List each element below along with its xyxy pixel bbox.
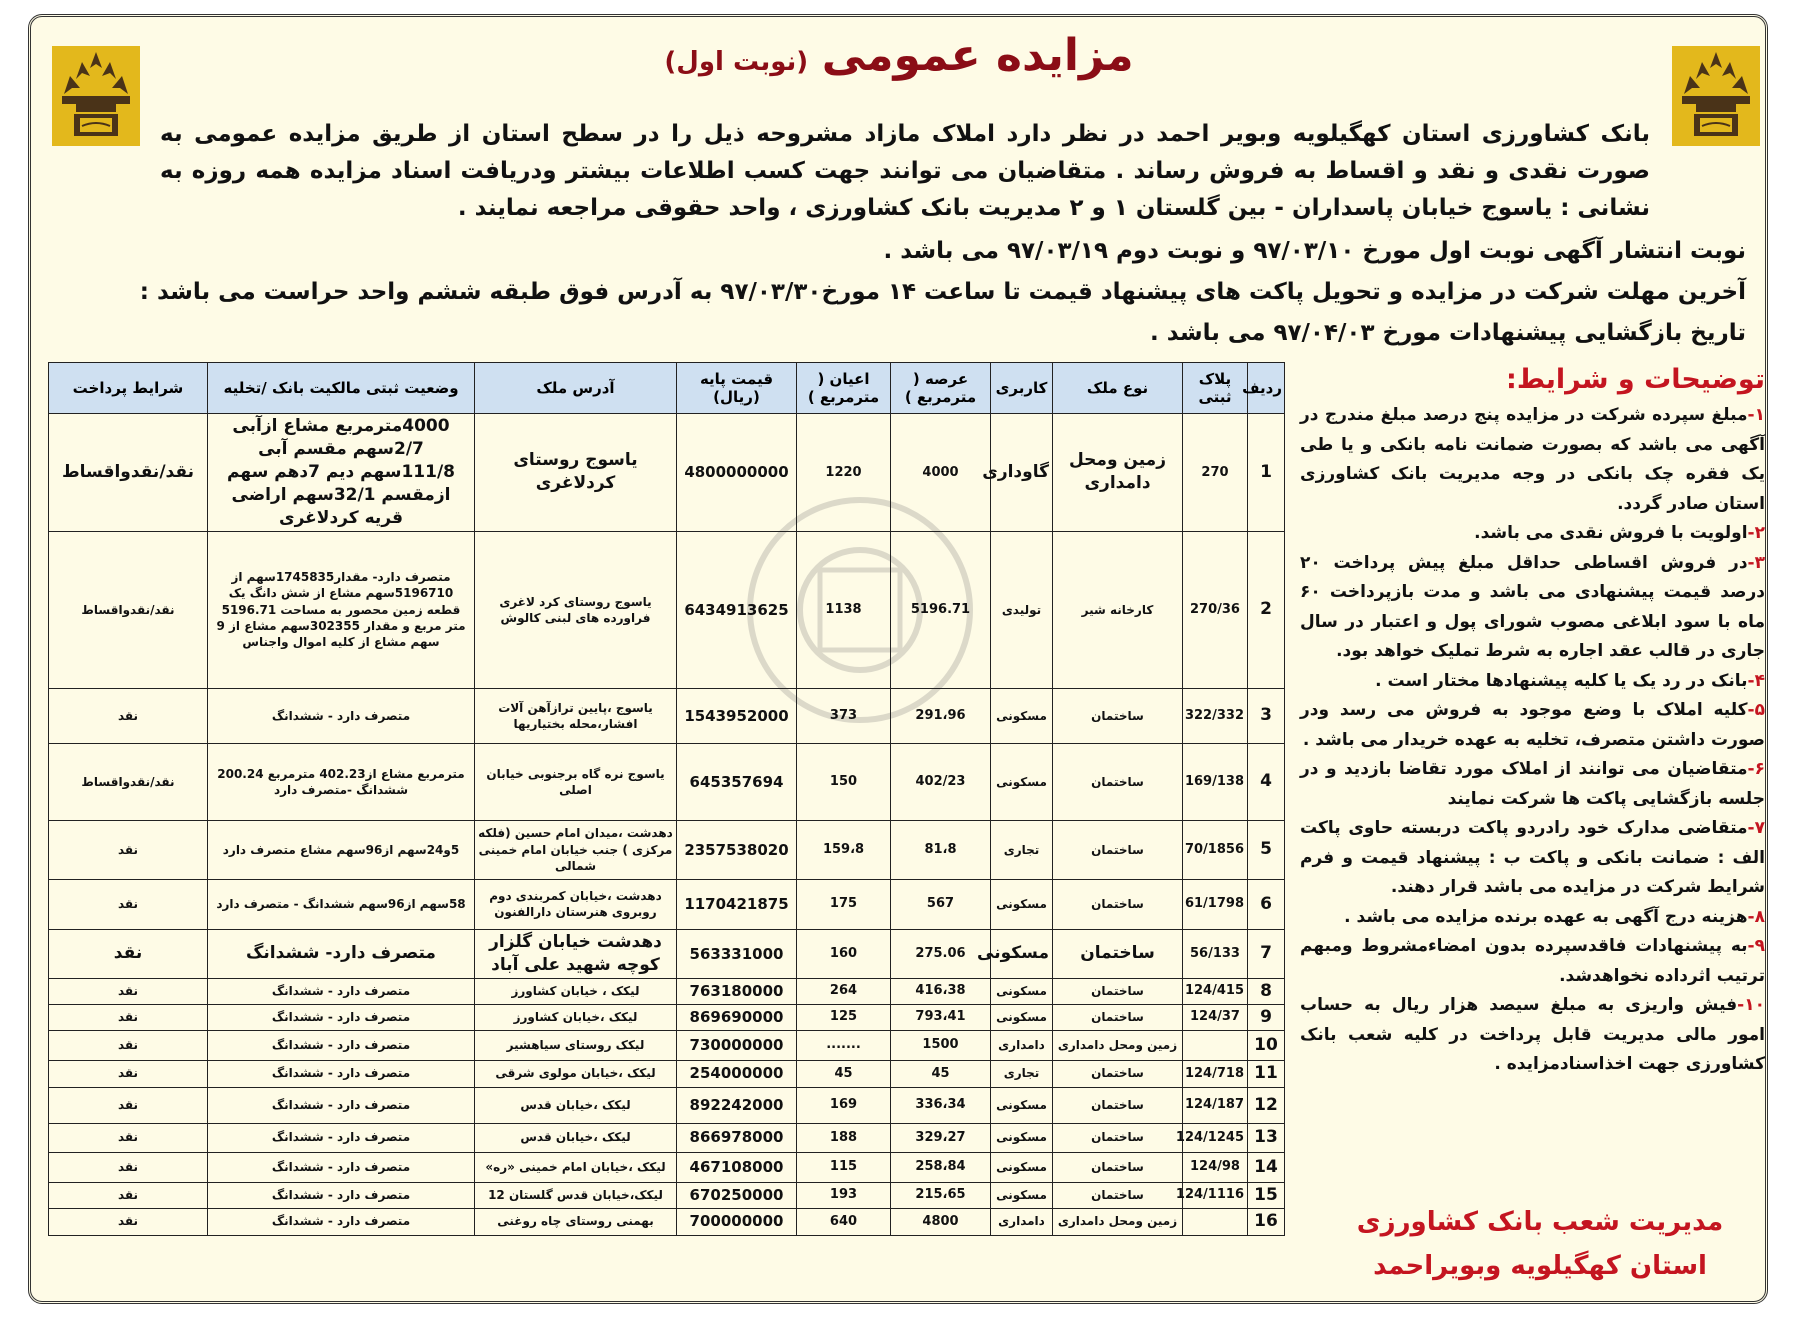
table-row — [49, 879, 1285, 929]
cell-status: 4000مترمربع مشاع ازآبی 2/7سهم مقسم آبی 111/8سهم دیم 7دهم سهم ازمقسم 32/1سهم اراضی قریه کردلاغری — [208, 414, 475, 532]
cell-price: 670250000 — [677, 1182, 797, 1208]
cell-row-no: 12 — [1248, 1087, 1285, 1123]
cell-plate — [1183, 1030, 1248, 1060]
footer-line-1: مدیریت شعب بانک کشاورزی — [1356, 1207, 1724, 1237]
cell-type: ساختمان — [1053, 1152, 1183, 1182]
cell-area: 81،8 — [891, 820, 991, 879]
cell-building: 115 — [797, 1152, 891, 1182]
cell-type: ساختمان — [1053, 820, 1183, 879]
col-header-payment: شرایط پرداخت — [49, 363, 208, 414]
cell-address: لیکک ، خیابان کشاورز — [475, 978, 677, 1004]
cell-area: 291،96 — [891, 688, 991, 743]
cell-building: 169 — [797, 1087, 891, 1123]
properties-table — [48, 362, 1285, 1236]
term-text: در فروش اقساطی حداقل مبلغ پیش پرداخت ۲۰ درصد قیمت پیشنهادی می باشد و مدت بازپرداخت ۶۰ ماه با سود ابلاغی مصوب شورای پول و اعتبار در سال جاری در قالب عقد اجاره به شرط تملیک خواهد بود. — [1300, 552, 1765, 661]
cell-address: یاسوج نره گاه برجنوبی خیابان اصلی — [475, 743, 677, 820]
cell-use: تولیدی — [991, 531, 1053, 688]
cell-payment: نقد — [49, 1030, 208, 1060]
cell-status: 5و24سهم از96سهم مشاع متصرف دارد — [208, 820, 475, 879]
term-number: ۱۰- — [1737, 995, 1765, 1015]
cell-address: یاسوج روستای کردلاغری — [475, 414, 677, 532]
cell-row-no: 14 — [1248, 1152, 1285, 1182]
col-header-type: نوع ملک — [1053, 363, 1183, 414]
term-item — [1300, 667, 1765, 697]
cell-plate: 56/133 — [1183, 929, 1248, 978]
cell-payment: نقد — [49, 1060, 208, 1087]
cell-use: تجاری — [991, 1060, 1053, 1087]
table-header-row — [49, 363, 1285, 414]
cell-type: زمین ومحل دامداری — [1053, 1030, 1183, 1060]
cell-area: 402/23 — [891, 743, 991, 820]
cell-type: ساختمان — [1053, 929, 1183, 978]
table-row — [49, 1030, 1285, 1060]
cell-use: مسکونی — [991, 978, 1053, 1004]
cell-type: کارخانه شیر — [1053, 531, 1183, 688]
col-header-status: وضعیت ثبتی مالکیت بانک /تخلیه — [208, 363, 475, 414]
cell-use: مسکونی — [991, 1182, 1053, 1208]
cell-building: ....... — [797, 1030, 891, 1060]
cell-use: تجاری — [991, 820, 1053, 879]
cell-plate: 124/415 — [1183, 978, 1248, 1004]
cell-area: 258،84 — [891, 1152, 991, 1182]
table-row — [49, 414, 1285, 532]
cell-use: مسکونی — [991, 1087, 1053, 1123]
col-header-address: آدرس ملک — [475, 363, 677, 414]
cell-plate: 169/138 — [1183, 743, 1248, 820]
term-number: ۲- — [1747, 523, 1765, 543]
cell-row-no: 7 — [1248, 929, 1285, 978]
cell-area: 416،38 — [891, 978, 991, 1004]
term-number: ۹- — [1747, 936, 1765, 956]
cell-status: مترمربع مشاع از402.23 مترمربع 200.24 ششدانگ -متصرف دارد — [208, 743, 475, 820]
term-number: ۱- — [1747, 405, 1765, 425]
cell-area: 1500 — [891, 1030, 991, 1060]
cell-plate: 124/98 — [1183, 1152, 1248, 1182]
cell-plate — [1183, 1208, 1248, 1235]
cell-status: متصرف دارد - ششدانگ — [208, 1123, 475, 1152]
cell-status: متصرف دارد - ششدانگ — [208, 1060, 475, 1087]
cell-building: 188 — [797, 1123, 891, 1152]
cell-payment: نقد — [49, 1123, 208, 1152]
cell-type: زمین ومحل دامداری — [1053, 414, 1183, 532]
cell-plate: 70/1856 — [1183, 820, 1248, 879]
term-text: بانک در رد یک یا کلیه پیشنهادها مختار است . — [1375, 670, 1748, 691]
cell-area: 275.06 — [891, 929, 991, 978]
cell-type: ساختمان — [1053, 1004, 1183, 1030]
term-item — [1300, 519, 1765, 549]
cell-plate: 124/1116 — [1183, 1182, 1248, 1208]
term-number: ۸- — [1747, 906, 1765, 927]
cell-price: 4800000000 — [677, 414, 797, 532]
cell-price: 700000000 — [677, 1208, 797, 1235]
cell-use: مسکونی — [991, 879, 1053, 929]
table-row — [49, 978, 1285, 1004]
cell-building: 640 — [797, 1208, 891, 1235]
cell-plate: 270/36 — [1183, 531, 1248, 688]
cell-building: 1220 — [797, 414, 891, 532]
cell-price: 869690000 — [677, 1004, 797, 1030]
cell-status: متصرف دارد - ششدانگ — [208, 1030, 475, 1060]
term-item — [1300, 932, 1765, 991]
cell-status: متصرف دارد - ششدانگ — [208, 1004, 475, 1030]
cell-payment: نقد — [49, 1004, 208, 1030]
cell-type: ساختمان — [1053, 1123, 1183, 1152]
cell-building: 125 — [797, 1004, 891, 1030]
cell-plate: 322/332 — [1183, 688, 1248, 743]
cell-row-no: 2 — [1248, 531, 1285, 688]
cell-address: لیکک،خیابان قدس گلستان 12 — [475, 1182, 677, 1208]
term-item — [1300, 696, 1765, 755]
cell-status: متصرف دارد - ششدانگ — [208, 1087, 475, 1123]
cell-type: ساختمان — [1053, 1087, 1183, 1123]
cell-address: دهدشت خیابان گلزار کوچه شهید علی آباد — [475, 929, 677, 978]
cell-price: 563331000 — [677, 929, 797, 978]
table-row — [49, 1182, 1285, 1208]
cell-building: 175 — [797, 879, 891, 929]
cell-row-no: 16 — [1248, 1208, 1285, 1235]
cell-plate: 124/37 — [1183, 1004, 1248, 1030]
cell-status: متصرف دارد - ششدانگ — [208, 978, 475, 1004]
footer-line-2: استان کهگیلویه وبویراحمد — [1373, 1251, 1707, 1281]
cell-use: مسکونی — [991, 688, 1053, 743]
cell-use: مسکونی — [991, 743, 1053, 820]
term-text: مبلغ سپرده شرکت در مزایده پنج درصد مبلغ مندرج در آگهی می باشد که بصورت ضمانت نامه بانکی و یا طی یک فقره چک بانکی در وجه مدیریت بانک کشاورزی استان صادر گردد. — [1300, 405, 1765, 514]
term-text: متقاضیان می توانند از املاک مورد تقاضا بازدید و در جلسه بازگشایی پاکت ها شرکت نمایند — [1300, 759, 1765, 809]
cell-type: ساختمان — [1053, 743, 1183, 820]
cell-plate: 61/1798 — [1183, 879, 1248, 929]
cell-address: لیکک ،خیابان قدس — [475, 1123, 677, 1152]
term-item — [1300, 755, 1765, 814]
cell-address: لیکک ،خیابان مولوی شرقی — [475, 1060, 677, 1087]
cell-address: لیکک ،خیابان کشاورز — [475, 1004, 677, 1030]
col-header-plate: پلاک ثبتی — [1183, 363, 1248, 414]
cell-use: مسکونی — [991, 1123, 1053, 1152]
table-row — [49, 1087, 1285, 1123]
term-number: ۷- — [1747, 818, 1765, 838]
cell-address: لیکک ،خیابان امام خمینی «ره» — [475, 1152, 677, 1182]
cell-area: 793،41 — [891, 1004, 991, 1030]
cell-row-no: 8 — [1248, 978, 1285, 1004]
cell-payment: نقد — [49, 978, 208, 1004]
cell-address: لیکک روستای سیاهشیر — [475, 1030, 677, 1060]
term-text: متقاضی مدارک خود رادردو پاکت دربسته حاوی پاکت الف : ضمانت بانکی و پاکت ب : پیشنهاد قیمت و فرم شرایط شرکت در مزایده می باشد قرار دهند. — [1300, 818, 1765, 897]
cell-area: 329،27 — [891, 1123, 991, 1152]
cell-building: 373 — [797, 688, 891, 743]
cell-payment: نقد/نقدواقساط — [49, 743, 208, 820]
col-header-building: اعیان ( مترمربع ) — [797, 363, 891, 414]
term-number: ۴- — [1747, 670, 1765, 691]
cell-row-no: 15 — [1248, 1182, 1285, 1208]
table-row — [49, 929, 1285, 978]
cell-address: لیکک ،خیابان قدس — [475, 1087, 677, 1123]
cell-price: 645357694 — [677, 743, 797, 820]
term-text: اولویت با فروش نقدی می باشد. — [1474, 523, 1748, 543]
cell-building: 193 — [797, 1182, 891, 1208]
cell-building: 45 — [797, 1060, 891, 1087]
cell-type: ساختمان — [1053, 1182, 1183, 1208]
term-text: هزینه درج آگهی به عهده برنده مزایده می باشد . — [1344, 906, 1748, 927]
cell-area: 45 — [891, 1060, 991, 1087]
cell-status: متصرف دارد- ششدانگ — [208, 929, 475, 978]
term-item — [1300, 903, 1765, 933]
terms-title: توضیحات و شرایط: — [1506, 364, 1765, 395]
cell-row-no: 9 — [1248, 1004, 1285, 1030]
cell-type: ساختمان — [1053, 688, 1183, 743]
cell-use: گاوداری — [991, 414, 1053, 532]
col-header-row-no: ردیف — [1248, 363, 1285, 414]
cell-status: 58سهم از96سهم ششدانگ - متصرف دارد — [208, 879, 475, 929]
table-row — [49, 743, 1285, 820]
cell-status: متصرف دارد- مقدار1745835سهم از 5196710سهم مشاع از شش دانگ یک قطعه زمین محصور به مساحت 5196.71 متر مربع و مقدار 302355سهم مشاع از 9 سهم مشاع از کلیه اموال واجناس — [208, 531, 475, 688]
deadline-notice: آخرین مهلت شرکت در مزایده و تحویل پاکت های پیشنهاد قیمت تا ساعت ۱۴ مورخ۹۷/۰۳/۳۰ به آدرس فوق طبقه ششم واحد حراست می باشد : — [139, 279, 1746, 305]
table-row — [49, 1208, 1285, 1235]
cell-payment: نقد — [49, 929, 208, 978]
publish-notice: نوبت انتشار آگهی نوبت اول مورخ ۹۷/۰۳/۱۰ و نوبت دوم ۹۷/۰۳/۱۹ می باشد . — [883, 238, 1746, 264]
cell-area: 4000 — [891, 414, 991, 532]
cell-address: دهدشت ،خیابان کمربندی دوم روبروی هنرستان دارالفنون — [475, 879, 677, 929]
cell-row-no: 1 — [1248, 414, 1285, 532]
cell-price: 730000000 — [677, 1030, 797, 1060]
cell-payment: نقد — [49, 688, 208, 743]
term-text: به پیشنهادات فاقدسپرده بدون امضاءمشروط ومبهم ترتیب اثرداده نخواهدشد. — [1300, 936, 1765, 986]
table-row — [49, 531, 1285, 688]
cell-price: 254000000 — [677, 1060, 797, 1087]
cell-row-no: 6 — [1248, 879, 1285, 929]
table-row — [49, 688, 1285, 743]
cell-price: 6434913625 — [677, 531, 797, 688]
cell-payment: نقد/نقدواقساط — [49, 414, 208, 532]
term-number: ۳- — [1747, 552, 1765, 573]
cell-type: ساختمان — [1053, 879, 1183, 929]
terms-section — [1300, 364, 1765, 1080]
cell-row-no: 11 — [1248, 1060, 1285, 1087]
cell-price: 2357538020 — [677, 820, 797, 879]
cell-row-no: 4 — [1248, 743, 1285, 820]
table-row — [49, 1123, 1285, 1152]
cell-plate: 124/1245 — [1183, 1123, 1248, 1152]
cell-use: مسکونی — [991, 929, 1053, 978]
cell-price: 866978000 — [677, 1123, 797, 1152]
col-header-price: قیمت پایه (ریال) — [677, 363, 797, 414]
cell-payment: نقد — [49, 879, 208, 929]
cell-price: 1170421875 — [677, 879, 797, 929]
cell-status: متصرف دارد - ششدانگ — [208, 1182, 475, 1208]
cell-use: دامداری — [991, 1030, 1053, 1060]
term-item — [1300, 991, 1765, 1080]
cell-building: 160 — [797, 929, 891, 978]
col-header-area: عرصه ( مترمربع ) — [891, 363, 991, 414]
cell-use: مسکونی — [991, 1004, 1053, 1030]
page-title — [0, 30, 1798, 81]
title-sub: (نوبت اول) — [664, 47, 809, 77]
cell-price: 467108000 — [677, 1152, 797, 1182]
cell-area: 215،65 — [891, 1182, 991, 1208]
cell-plate: 124/187 — [1183, 1087, 1248, 1123]
table-row — [49, 1004, 1285, 1030]
table-row — [49, 820, 1285, 879]
term-item — [1300, 401, 1765, 519]
cell-type: ساختمان — [1053, 978, 1183, 1004]
cell-payment: نقد — [49, 1152, 208, 1182]
cell-address: دهدشت ،میدان امام حسین (فلکه مرکزی ) جنب خیابان امام خمینی شمالی — [475, 820, 677, 879]
cell-address: یاسوج روستای کرد لاغری فراورده های لبنی کالوش — [475, 531, 677, 688]
cell-payment: نقد/نقدواقساط — [49, 531, 208, 688]
cell-status: متصرف دارد - ششدانگ — [208, 1152, 475, 1182]
cell-payment: نقد — [49, 1182, 208, 1208]
term-item — [1300, 814, 1765, 903]
cell-row-no: 10 — [1248, 1030, 1285, 1060]
cell-price: 892242000 — [677, 1087, 797, 1123]
cell-row-no: 5 — [1248, 820, 1285, 879]
cell-area: 567 — [891, 879, 991, 929]
cell-payment: نقد — [49, 1087, 208, 1123]
term-number: ۵- — [1747, 700, 1765, 720]
cell-status: متصرف دارد - ششدانگ — [208, 688, 475, 743]
cell-building: 159،8 — [797, 820, 891, 879]
cell-building: 1138 — [797, 531, 891, 688]
cell-row-no: 3 — [1248, 688, 1285, 743]
terms-list — [1300, 401, 1765, 1080]
table-row — [49, 1152, 1285, 1182]
footer-signature — [1320, 1200, 1760, 1288]
term-item — [1300, 549, 1765, 667]
cell-price: 1543952000 — [677, 688, 797, 743]
col-header-use: کاربری — [991, 363, 1053, 414]
cell-type: ساختمان — [1053, 1060, 1183, 1087]
cell-building: 264 — [797, 978, 891, 1004]
cell-type: زمین ومحل دامداری — [1053, 1208, 1183, 1235]
cell-status: متصرف دارد - ششدانگ — [208, 1208, 475, 1235]
cell-plate: 124/718 — [1183, 1060, 1248, 1087]
cell-address: یاسوج ،پایین ترازآهن آلات افشار،محله بختیاریها — [475, 688, 677, 743]
cell-address: بهمنی روستای چاه روغنی — [475, 1208, 677, 1235]
cell-payment: نقد — [49, 820, 208, 879]
cell-building: 150 — [797, 743, 891, 820]
cell-payment: نقد — [49, 1208, 208, 1235]
title-main: مزایده عمومی — [821, 30, 1134, 81]
cell-price: 763180000 — [677, 978, 797, 1004]
cell-row-no: 13 — [1248, 1123, 1285, 1152]
term-text: فیش واریزی به مبلغ سیصد هزار ریال به حساب امور مالی مدیریت قابل پرداخت در کلیه شعب بانک کشاورزی جهت اخذاسنادمزایده . — [1300, 995, 1765, 1074]
table-row — [49, 1060, 1285, 1087]
cell-area: 5196.71 — [891, 531, 991, 688]
cell-plate: 270 — [1183, 414, 1248, 532]
cell-area: 4800 — [891, 1208, 991, 1235]
term-number: ۶- — [1747, 759, 1765, 779]
cell-use: دامداری — [991, 1208, 1053, 1235]
cell-area: 336،34 — [891, 1087, 991, 1123]
opening-notice: تاریخ بازگشایی پیشنهادات مورخ ۹۷/۰۴/۰۳ می باشد . — [1150, 320, 1746, 346]
term-text: کلیه املاک با وضع موجود به فروش می رسد ودر صورت داشتن متصرف، تخلیه به عهده خریدار می باشد . — [1300, 700, 1765, 750]
cell-use: مسکونی — [991, 1152, 1053, 1182]
intro-paragraph: بانک کشاورزی استان کهگیلویه وبویر احمد در نظر دارد املاک مازاد مشروحه ذیل را در سطح استان از طریق مزایده عمومی به صورت نقدی و نقد و اقساط به فروش رساند . متقاضیان می توانند جهت کسب اطلاعات بیشتر ودریافت اسناد مزایده همه روزه به نشانی : یاسوج خیابان پاسداران - بین گلستان ۱ و ۲ مدیریت بانک کشاورزی ، واحد حقوقی مراجعه نمایند . — [160, 121, 1650, 221]
